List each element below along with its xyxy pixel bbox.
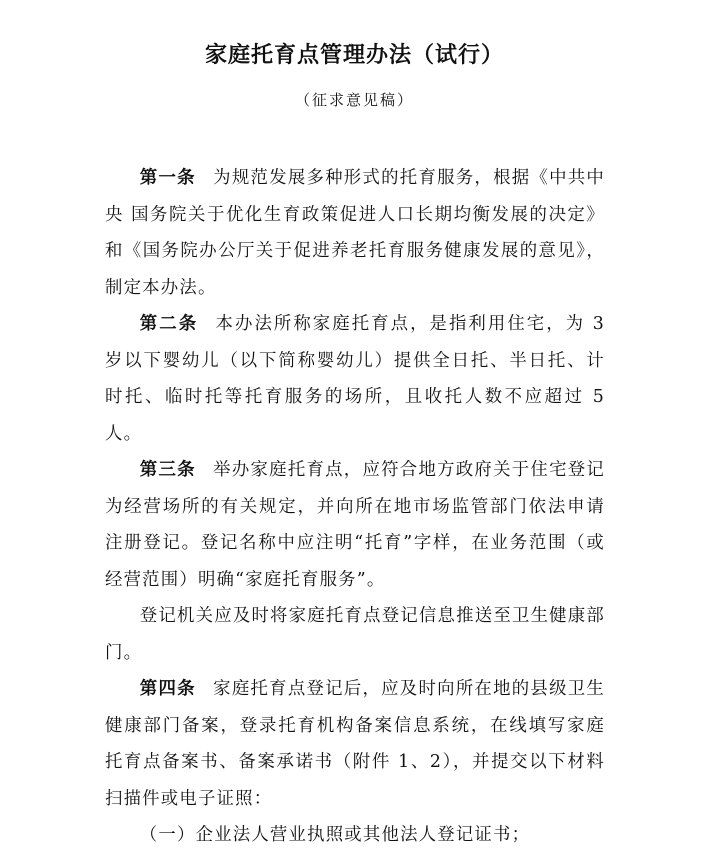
document-body [105, 160, 605, 854]
article-3-paragraph [105, 452, 605, 598]
paragraph-text: 登记机关应及时将家庭托育点登记信息推送至卫生健康部门。 [105, 606, 605, 663]
list-item-paragraph [105, 817, 605, 854]
article-3-continuation-paragraph [105, 598, 605, 671]
article-text: 本办法所称家庭托育点，是指利用住宅，为 3 岁以下婴幼儿（以下简称婴幼儿）提供全日托、半日托、计时托、临时托等托育服务的场所，且收托人数不应超过 5 人。 [105, 314, 605, 444]
article-2-paragraph [105, 306, 605, 452]
article-text: 举办家庭托育点，应符合地方政府关于住宅登记为经营场所的有关规定，并向所在地市场监管部门依法申请注册登记。登记名称中应注明“托育”字样，在业务范围（或经营范围）明确“家庭托育服务”。 [105, 460, 605, 590]
article-1-paragraph [105, 160, 605, 306]
list-item-text: （一）企业法人营业执照或其他法人登记证书； [139, 825, 531, 845]
document-title: 家庭托育点管理办法（试行） [204, 43, 504, 68]
article-heading: 第四条 [139, 679, 196, 699]
article-heading: 第一条 [139, 168, 196, 188]
article-heading: 第三条 [139, 460, 196, 480]
article-text: 家庭托育点登记后，应及时向所在地的县级卫生健康部门备案，登录托育机构备案信息系统，在线填写家庭托育点备案书、备案承诺书（附件 1、2），并提交以下材料扫描件或电子证照： [105, 679, 605, 809]
document-subtitle: （征求意见稿） [294, 91, 414, 109]
article-text: 为规范发展多种形式的托育服务，根据《中共中央 国务院关于优化生育政策促进人口长期均衡发展的决定》和《国务院办公厅关于促进养老托育服务健康发展的意见》，制定本办法。 [105, 168, 605, 298]
article-heading: 第二条 [139, 314, 199, 334]
article-4-paragraph [105, 671, 605, 817]
